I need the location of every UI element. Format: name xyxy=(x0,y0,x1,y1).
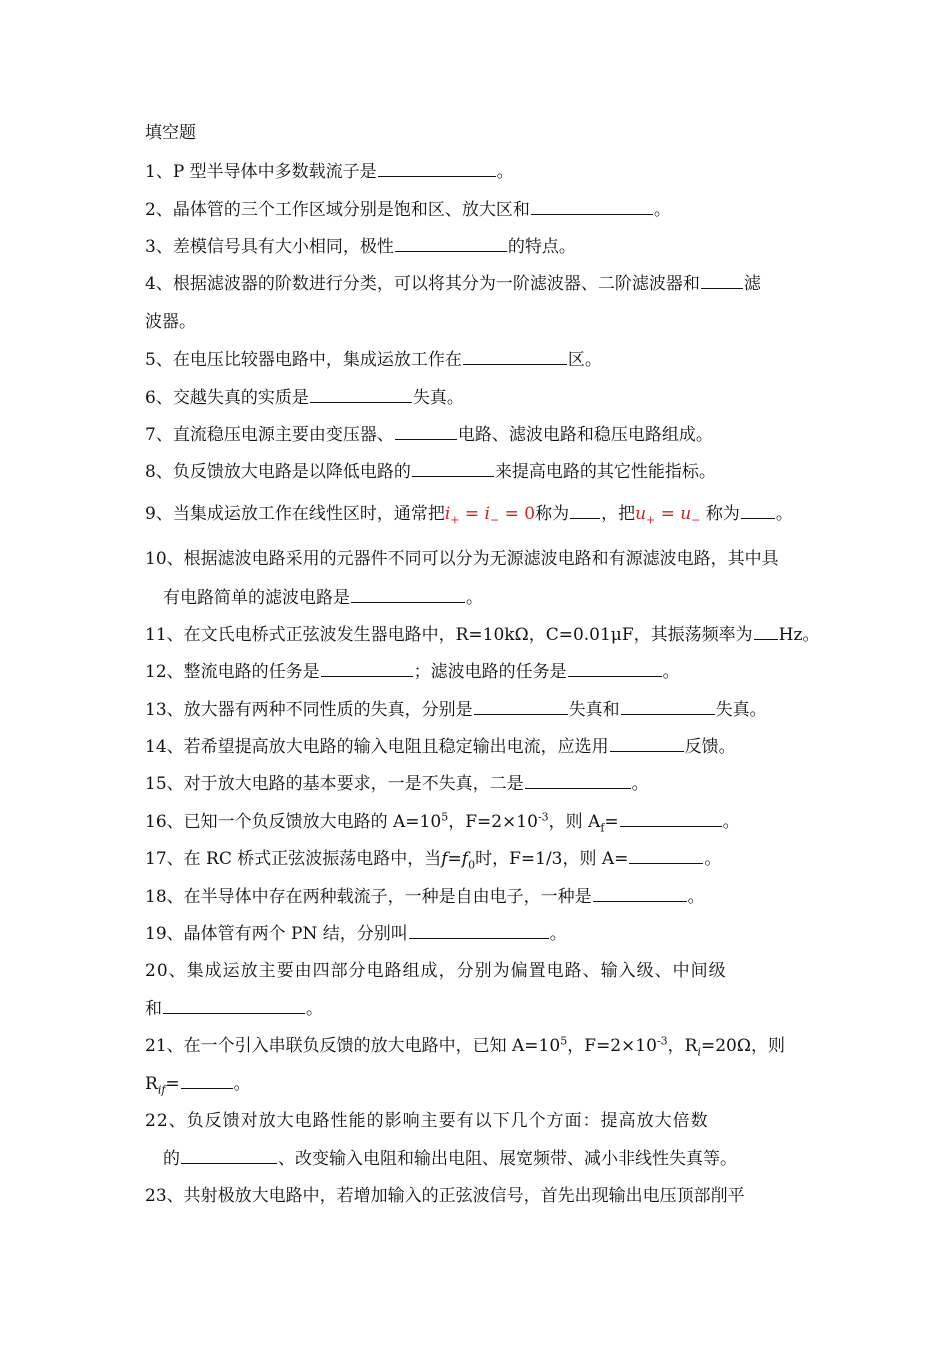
question-12: 12、整流电路的任务是 ；滤波电路的任务是 。 xyxy=(145,662,680,682)
question-13: 13、放大器有两种不同性质的失真，分别是 失真和 失真。 xyxy=(145,700,767,720)
answer-blank[interactable] xyxy=(395,235,507,252)
answer-blank[interactable] xyxy=(629,847,703,864)
answer-blank[interactable] xyxy=(409,922,549,939)
answer-blank[interactable] xyxy=(593,885,687,902)
question-18: 18、在半导体中存在两种载流子，一种是自由电子，一种是 。 xyxy=(145,887,705,907)
question-17: 17、在 RC 桥式正弦波振荡电路中，当$f=f_0$时，F=1/3，则 A= 。 xyxy=(145,849,722,872)
question-10: 10、根据滤波电路采用的元器件不同可以分为无源滤波电路和有源滤波电路，其中具 xyxy=(145,549,779,569)
answer-blank[interactable] xyxy=(181,1072,233,1089)
answer-blank[interactable] xyxy=(621,698,715,715)
answer-blank[interactable] xyxy=(351,586,465,603)
answer-blank[interactable] xyxy=(412,460,494,477)
answer-blank[interactable] xyxy=(754,623,778,640)
question-6: 6、交越失真的实质是 失真。 xyxy=(145,388,464,408)
question-19: 19、晶体管有两个 PN 结，分别叫 。 xyxy=(145,924,567,944)
question-16: 16、已知一个负反馈放大电路的 $A=10^5$，$F=2\times 10^{-3}$，则 $A_f=$ 。 xyxy=(145,810,740,835)
question-22: 22、负反馈对放大电路性能的影响主要有以下几个方面：提高放大倍数 xyxy=(145,1111,709,1131)
question-14: 14、若希望提高放大电路的输入电阻且稳定输出电流，应选用 反馈。 xyxy=(145,737,736,757)
question-7: 7、直流稳压电源主要由变压器、 电路、滤波电路和稳压电路组成。 xyxy=(145,425,713,445)
question-8: 8、负反馈放大电路是以降低电路的 来提高电路的其它性能指标。 xyxy=(145,462,716,482)
answer-blank[interactable] xyxy=(741,502,775,519)
question-10-continued: 有电路简单的滤波电路是 。 xyxy=(163,588,483,608)
answer-blank[interactable] xyxy=(701,272,743,289)
question-21-continued: $R_{if}=$ 。 xyxy=(145,1074,251,1097)
question-4: 4、根据滤波器的阶数进行分类，可以将其分为一阶滤波器、二阶滤波器和 滤 xyxy=(145,274,761,294)
question-1: 1、P 型半导体中多数载流子是 。 xyxy=(145,162,514,182)
question-20-continued: 和 。 xyxy=(145,999,323,1019)
question-5: 5、在电压比较器电路中，集成运放工作在 区。 xyxy=(145,350,602,370)
answer-blank[interactable] xyxy=(620,810,722,827)
answer-blank[interactable] xyxy=(610,735,684,752)
question-4-continued: 波器。 xyxy=(145,312,196,332)
answer-blank[interactable] xyxy=(525,772,631,789)
answer-blank[interactable] xyxy=(568,660,662,677)
question-3: 3、差模信号具有大小相同，极性 的特点。 xyxy=(145,237,576,257)
answer-blank[interactable] xyxy=(310,386,412,403)
question-23: 23、共射极放大电路中，若增加输入的正弦波信号，首先出现输出电压顶部削平 xyxy=(145,1186,745,1206)
question-22-continued: 的 、改变输入电阻和输出电阻、展宽频带、减小非线性失真等。 xyxy=(163,1149,737,1169)
answer-blank[interactable] xyxy=(181,1147,277,1164)
answer-blank[interactable] xyxy=(163,997,305,1014)
answer-blank[interactable] xyxy=(531,198,653,215)
question-11: 11、在文氏电桥式正弦波发生器电路中，R=10kΩ，C=0.01μF，其振荡频率为 Hz。 xyxy=(145,625,820,645)
question-15: 15、对于放大电路的基本要求，一是不失真，二是 。 xyxy=(145,774,649,794)
question-2: 2、晶体管的三个工作区域分别是饱和区、放大区和 。 xyxy=(145,200,671,220)
question-9: 9、当集成运放工作在线性区时，通常把$i_+ = i_- = 0$称为 ，把$u_+ = u_-$ 称为 。 xyxy=(145,504,793,527)
section-title: 填空题 xyxy=(145,123,196,143)
question-21: 21、在一个引入串联负反馈的放大电路中，已知 $A=10^5$，$F=2\times 10^{-3}$，$R_i=20\Omega$，则 xyxy=(145,1034,785,1059)
answer-blank[interactable] xyxy=(463,348,567,365)
answer-blank[interactable] xyxy=(474,698,568,715)
answer-blank[interactable] xyxy=(395,423,457,440)
answer-blank[interactable] xyxy=(321,660,413,677)
answer-blank[interactable] xyxy=(570,502,600,519)
question-20: 20、集成运放主要由四部分电路组成，分别为偏置电路、输入级、中间级 xyxy=(145,961,727,981)
answer-blank[interactable] xyxy=(378,160,496,177)
